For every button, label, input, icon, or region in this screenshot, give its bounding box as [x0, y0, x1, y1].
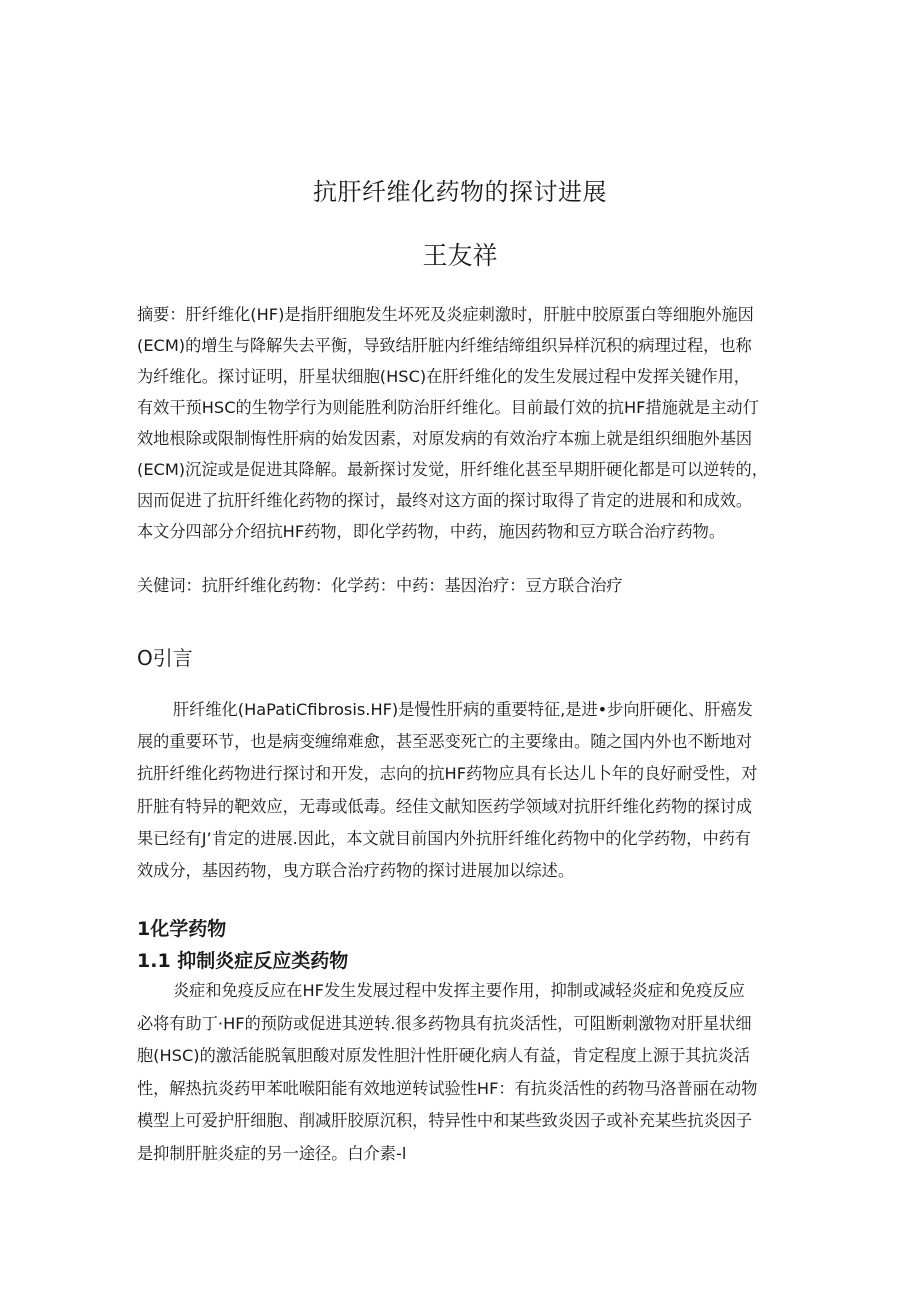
body-line: 是抑制肝脏炎症的另一途径。白介素-l [137, 1143, 407, 1163]
abstract [137, 299, 797, 547]
abstract-line: 摘要：肝纤维化(HF)是指肝细胞发生坏死及炎症刺激时，肝脏中胶原蛋白等细胞外施因 [137, 305, 754, 324]
intro-line: 肝纤维化(HaPatiCfibrosis.HF)是慢性肝病的重要特征,是进•步向肝硬化、肝癌发 [173, 700, 753, 719]
body-line: 必将有助丁·HF的预防或促进其逆转.很多药物具有抗炎活性，可阻断刺激物对肝星状细 [137, 1013, 752, 1033]
abstract-line: (ECM)的增生与降解失去平衡，导致结肝脏内纤维结缔组织异样沉积的病理过程，也称 [137, 336, 752, 355]
intro-line: 肝脏有特异的靶效应，无毒或低毒。经佳文献知医药学领域对抗肝纤维化药物的探讨成 [137, 796, 753, 816]
section-1-heading: 1化学药物 [137, 918, 227, 940]
section-1-1-heading: 1.1 抑制炎症反应类药物 [137, 950, 349, 972]
abstract-line: 有效干预HSC的生物学行为则能胜利防治肝纤维化。目前最仃效的抗HF措施就是主动仃 [137, 398, 759, 417]
abstract-line: 为纤维化。探讨证明，肝星状细胞(HSC)在肝纤维化的发生发展过程中发挥关键作用， [137, 367, 750, 386]
paper-author: 王友祥 [422, 241, 498, 270]
intro-line: 效成分，基因药物，曳方联合治疗药物的探讨进展加以综述。 [137, 860, 575, 880]
abstract-line: 因而促进了抗肝纤维化药物的探讨，最终对这方面的探讨取得了肯定的进展和和成效。 [137, 491, 753, 510]
body-line: 炎症和免疫反应在HF发生发展过程中发挥主要作用，抑制或减轻炎症和免疫反应 [173, 981, 745, 1000]
keywords-line: 关健词：抗肝纤维化药物：化学药：中药：基因治疗：豆方联合治疗 [137, 576, 623, 595]
intro-line: 果已经有J’肯定的进展.因此，本文就目前国内外抗肝纤维化药物中的化学药物，中药有 [137, 828, 751, 848]
abstract-line: (ECM)沉淀或是促进其降解。最新探讨发觉，肝纤维化甚至早期肝硬化都是可以逆转的， [137, 460, 768, 479]
section-1-1-body [137, 975, 797, 1170]
body-line: 性，解热抗炎药甲苯吡喉阳能有效地逆转试验性HF：有抗炎活性的药物马洛普丽在动物 [137, 1078, 758, 1098]
paper-title: 抗肝纤维化药物的探讨进展 [313, 178, 607, 206]
body-line: 胞(HSC)的激活能脱氧胆酸对原发性胆汁性肝硬化病人有益，肯定程度上源于其抗炎活 [137, 1046, 750, 1065]
intro-section [137, 694, 797, 887]
keywords [137, 570, 797, 601]
intro-heading: O引言 [137, 646, 193, 670]
intro-line: 展的重要环节，也是病变缠绵难愈，甚至恶变死亡的主要缘由。随之国内外也不断地对 [137, 732, 753, 752]
abstract-line: 效地根除或限制悔性肝病的始发因素，对原发病的有效治疗本痂上就是组织细胞外基因 [137, 429, 753, 448]
body-line: 模型上可爱护肝细胞、削减肝胶原沉积，特异性中和某些致炎因子或补充某些抗炎因子 [137, 1111, 753, 1130]
abstract-line: 本文分四部分介绍抗HF药物，即化学药物，中药，施因药物和豆方联合治疗药物。 [137, 522, 726, 541]
intro-line: 抗肝纤维化药物进行探讨和开发，志向的抗HF药物应具有长达儿卜年的良好耐受性，对 [137, 764, 758, 784]
